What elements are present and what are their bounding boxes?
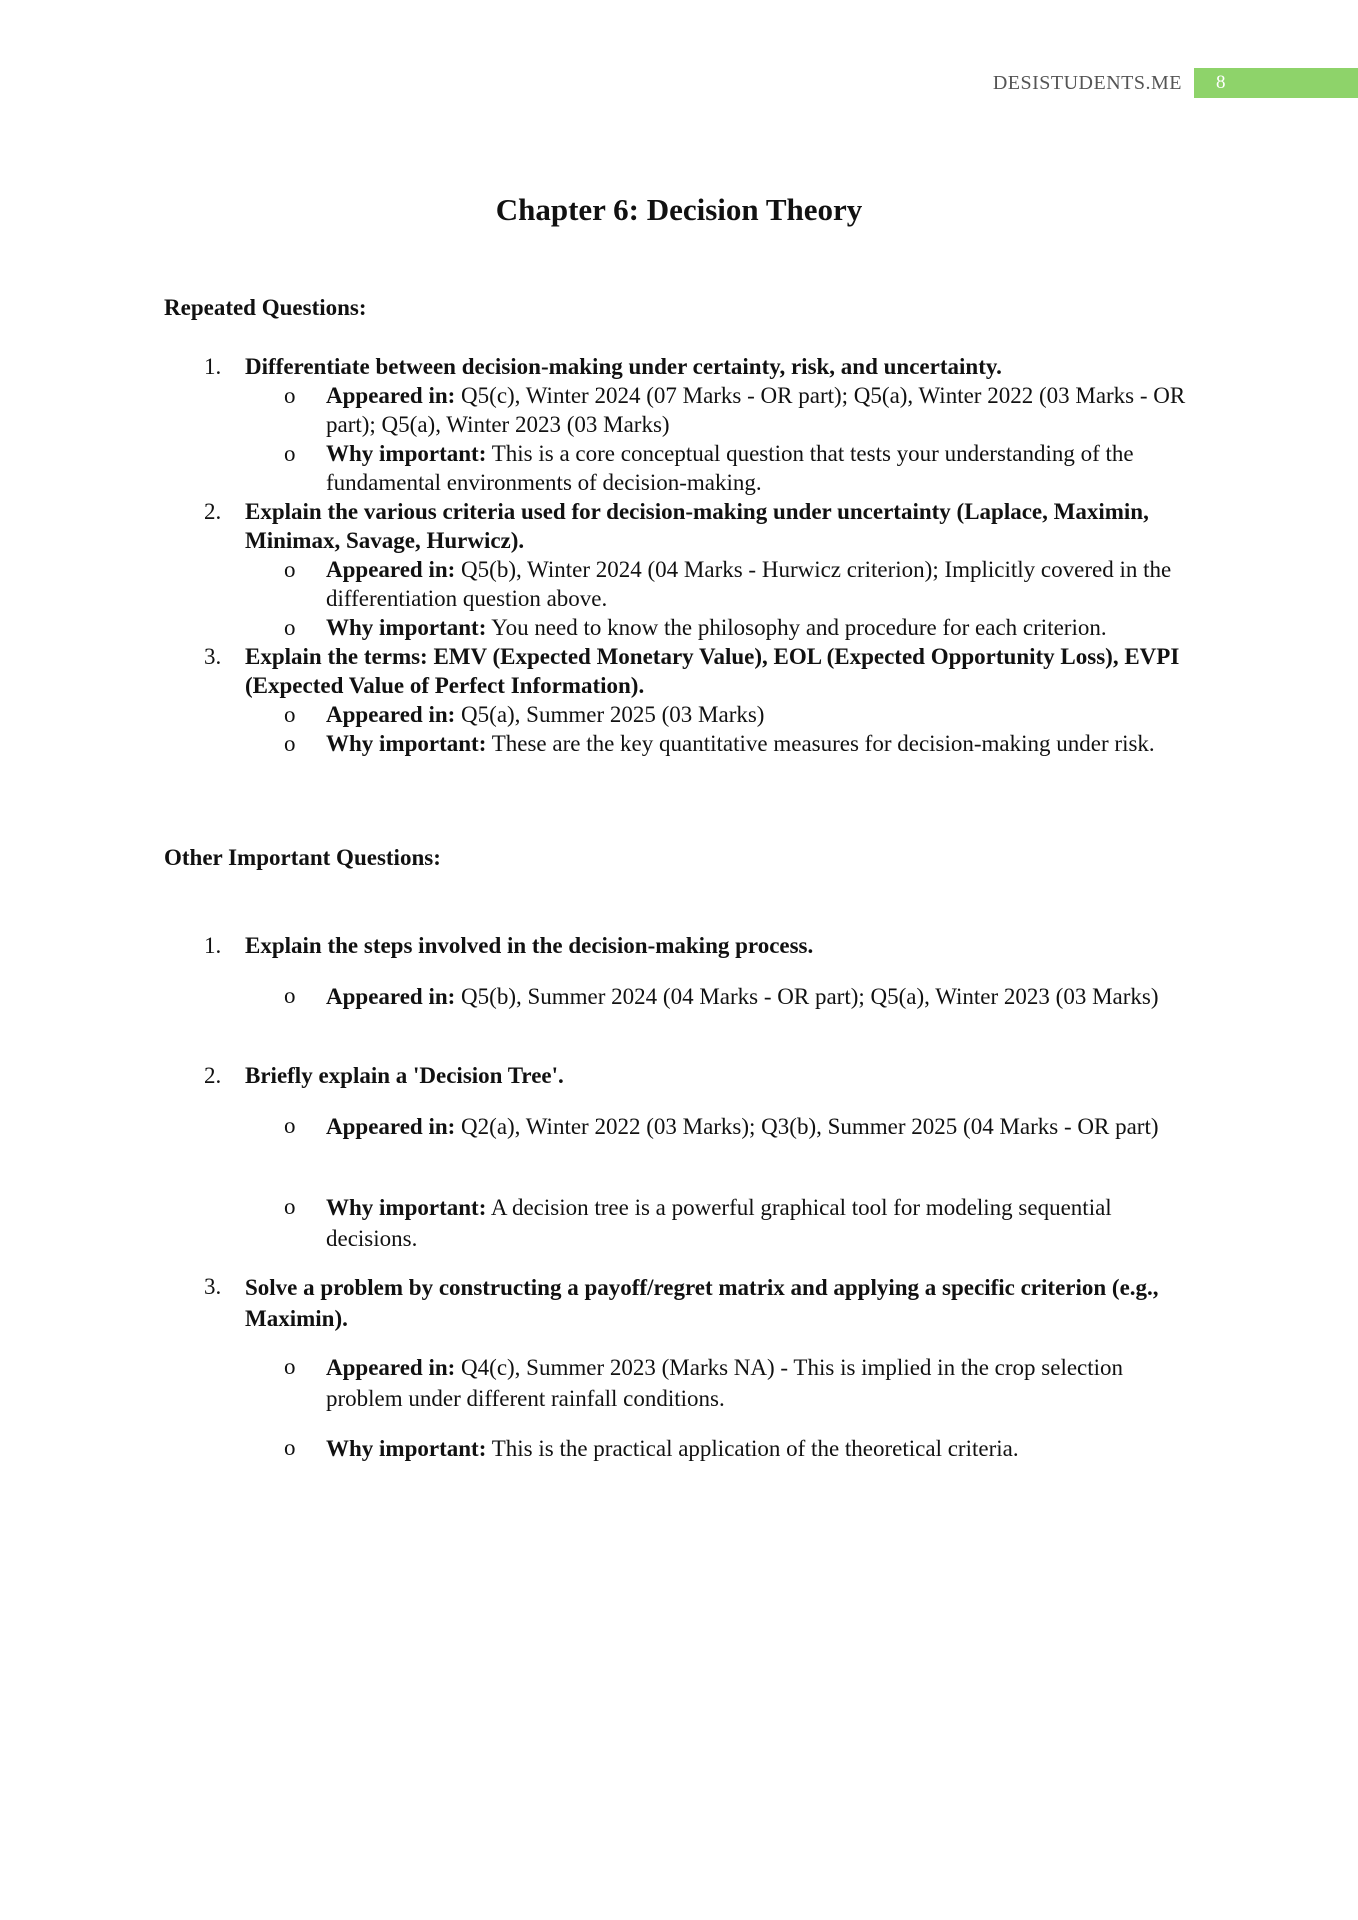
question-number: 3. [204, 644, 222, 669]
appeared-text: Q5(b), Winter 2024 (04 Marks - Hurwicz criterion); Implicitly covered in the differentiation question above. [326, 557, 1172, 611]
question-number: 1. [204, 354, 222, 379]
appeared-label: Appeared in: [326, 1355, 456, 1380]
bullet-icon: o [284, 1113, 296, 1138]
appeared-text: Q5(b), Summer 2024 (04 Marks - OR part); Q5(a), Winter 2023 (03 Marks) [461, 984, 1159, 1009]
other-question-2 [164, 1061, 1194, 1090]
appeared-in-item [164, 1352, 1194, 1414]
appeared-in-item [164, 555, 1194, 613]
other-question-3 [164, 1272, 1194, 1334]
page-header [993, 68, 1358, 98]
why-important-item [164, 729, 1194, 758]
question-text: Differentiate between decision-making under certainty, risk, and uncertainty. [245, 354, 1002, 379]
appeared-text: Q5(a), Summer 2025 (03 Marks) [461, 702, 765, 727]
bullet-icon: o [284, 1354, 296, 1379]
question-number: 2. [204, 1063, 222, 1088]
question-text: Solve a problem by constructing a payoff/regret matrix and applying a specific criterion (e.g., Maximin). [245, 1275, 1159, 1331]
why-label: Why important: [326, 1195, 487, 1220]
bullet-icon: o [284, 702, 296, 727]
bullet-icon: o [284, 731, 296, 756]
why-important-item [164, 1433, 1194, 1464]
why-important-item [164, 613, 1194, 642]
why-text: This is the practical application of the theoretical criteria. [491, 1436, 1019, 1461]
appeared-label: Appeared in: [326, 1114, 456, 1139]
question-text: Briefly explain a 'Decision Tree'. [245, 1063, 564, 1088]
appeared-label: Appeared in: [326, 984, 456, 1009]
site-name: DESISTUDENTS.ME [992, 71, 1182, 94]
appeared-in-item [164, 381, 1194, 439]
appeared-text: Q4(c), Summer 2023 (Marks NA) - This is implied in the crop selection problem under different rainfall conditions. [326, 1355, 1124, 1411]
why-text: This is a core conceptual question that tests your understanding of the fundamental environments of decision-making. [326, 441, 1134, 495]
appeared-label: Appeared in: [326, 702, 456, 727]
appeared-label: Appeared in: [326, 383, 456, 408]
appeared-in-item [164, 981, 1194, 1012]
bullet-icon: o [284, 615, 296, 640]
why-label: Why important: [326, 441, 487, 466]
appeared-in-item [164, 1111, 1194, 1142]
bullet-icon: o [284, 383, 296, 408]
question-number: 2. [204, 499, 222, 524]
bullet-icon: o [284, 1194, 296, 1219]
appeared-label: Appeared in: [326, 557, 456, 582]
appeared-in-item [164, 700, 1194, 729]
why-text: These are the key quantitative measures for decision-making under risk. [491, 731, 1155, 756]
repeated-question-1 [164, 352, 1194, 381]
why-important-item [164, 1192, 1194, 1254]
why-text: You need to know the philosophy and procedure for each criterion. [491, 615, 1107, 640]
appeared-text: Q2(a), Winter 2022 (03 Marks); Q3(b), Summer 2025 (04 Marks - OR part) [461, 1114, 1159, 1139]
question-number: 3. [204, 1274, 222, 1299]
chapter-title: Chapter 6: Decision Theory [495, 192, 863, 227]
why-label: Why important: [326, 731, 487, 756]
appeared-text: Q5(c), Winter 2024 (07 Marks - OR part); Q5(a), Winter 2022 (03 Marks - OR part); Q5(a), Winter 2023 (03 Marks) [326, 383, 1186, 437]
bullet-icon: o [284, 557, 296, 582]
question-text: Explain the steps involved in the decision-making process. [245, 933, 814, 958]
repeated-questions-heading: Repeated Questions: [164, 295, 367, 320]
question-text: Explain the various criteria used for decision-making under uncertainty (Laplace, Maximin, Minimax, Savage, Hurwicz). [245, 499, 1149, 553]
page-number: 8 [1194, 68, 1358, 98]
bullet-icon: o [284, 441, 296, 466]
why-text: A decision tree is a powerful graphical tool for modeling sequential decisions. [326, 1195, 1112, 1251]
why-label: Why important: [326, 1436, 487, 1461]
repeated-question-3 [164, 642, 1194, 700]
other-questions-heading: Other Important Questions: [164, 845, 441, 870]
why-label: Why important: [326, 615, 487, 640]
bullet-icon: o [284, 1435, 296, 1460]
question-text: Explain the terms: EMV (Expected Monetary Value), EOL (Expected Opportunity Loss), EVPI (Expected Value of Perfect Information). [245, 644, 1180, 698]
question-number: 1. [204, 933, 222, 958]
why-important-item [164, 439, 1194, 497]
bullet-icon: o [284, 983, 296, 1008]
other-question-1 [164, 931, 1194, 960]
repeated-question-2 [164, 497, 1194, 555]
